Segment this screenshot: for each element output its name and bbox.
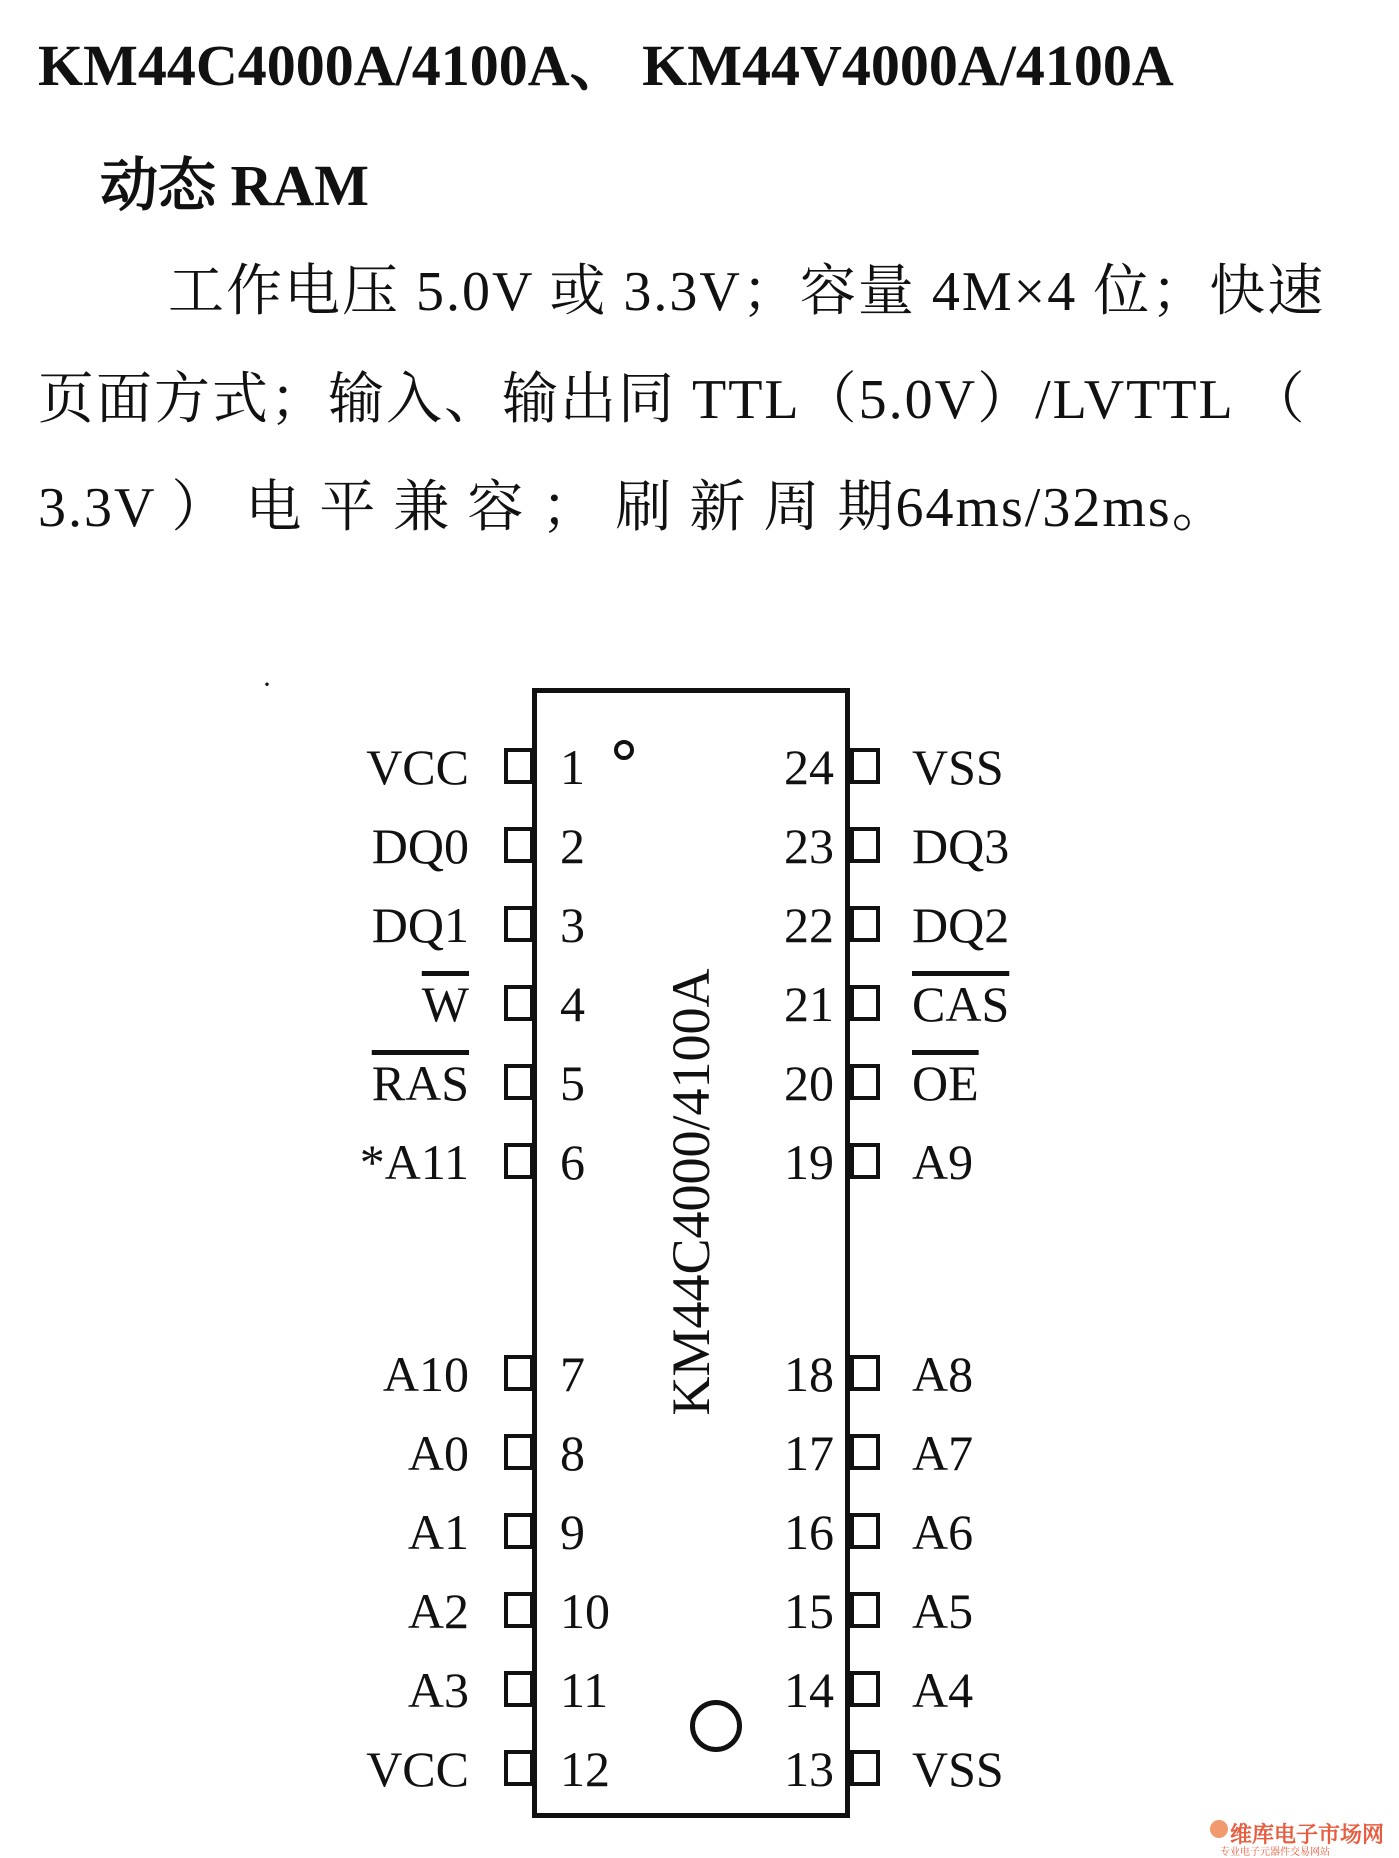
pin-pad (850, 1750, 880, 1786)
pin-number: 1 (560, 739, 585, 795)
pin-signal-name: *A11 (359, 1134, 469, 1190)
pin-number: 16 (784, 1504, 834, 1560)
pin-pad (504, 1513, 534, 1549)
pin-pad (850, 1513, 880, 1549)
description-line: 工作电压 5.0V 或 3.3V；容量 4M×4 位； (168, 261, 1210, 323)
pin-signal-name: VCC (366, 1741, 469, 1797)
pin-signal-name: VCC (366, 739, 469, 795)
pin-number: 19 (784, 1134, 834, 1190)
pin-signal-name: A3 (407, 1662, 469, 1718)
pin-number: 10 (560, 1583, 610, 1639)
pin-pad (504, 1434, 534, 1470)
pin-pad (850, 1355, 880, 1391)
pin-pad (504, 1355, 534, 1391)
watermark-logo (1210, 1818, 1395, 1858)
pin-signal-name: A9 (912, 1134, 974, 1190)
pin-number: 4 (560, 976, 585, 1032)
pin-signal-name: A7 (912, 1425, 974, 1481)
pin-number: 17 (784, 1425, 834, 1481)
pin-pad (850, 748, 880, 784)
pin-pad (504, 748, 534, 784)
pin-pad (504, 1592, 534, 1628)
description-paragraph (38, 238, 1338, 562)
pin-pad (504, 1750, 534, 1786)
pin1-marker-icon (614, 740, 634, 760)
pin-number: 14 (784, 1662, 834, 1718)
pin-number: 3 (560, 897, 585, 953)
pin-pad (504, 1064, 534, 1100)
scan-speck: · (262, 668, 272, 701)
orientation-dot-icon (690, 1700, 742, 1752)
pin-signal-name: VSS (912, 739, 1004, 795)
pin-signal-name: $\overline{W}$ (421, 976, 469, 1032)
watermark-logo-icon (1210, 1820, 1228, 1838)
pin-signal-name: $\overline{CAS}$ (912, 976, 1010, 1032)
pin-number: 9 (560, 1504, 585, 1560)
pin-number: 15 (784, 1583, 834, 1639)
pin-pad (850, 1671, 880, 1707)
pin-pad (850, 1434, 880, 1470)
pin-signal-name: DQ3 (912, 818, 1010, 874)
chip-part-number: KM44C4000/4100A (661, 968, 721, 1416)
pin-signal-name: A8 (912, 1346, 974, 1402)
pin-pad (504, 1671, 534, 1707)
pin-number: 11 (560, 1662, 609, 1718)
pin-pad (504, 1143, 534, 1179)
pin-number: 7 (560, 1346, 585, 1402)
pin-pad (504, 985, 534, 1021)
pin-signal-name: $\overline{OE}$ (912, 1055, 979, 1111)
pin-signal-name: A6 (912, 1504, 974, 1560)
pin-number: 21 (784, 976, 834, 1032)
pin-number: 6 (560, 1134, 585, 1190)
pin-signal-name: A10 (382, 1346, 469, 1402)
description-line: 快速页面方式；输入、输出同 TTL（5.0V） (38, 261, 1326, 431)
pin-signal-name: A5 (912, 1583, 974, 1639)
watermark-title: 维库电子市场网 (1230, 1823, 1385, 1848)
pin-pad (850, 1064, 880, 1100)
pin-signal-name: $\overline{RAS}$ (371, 1055, 469, 1111)
pin-pad (504, 827, 534, 863)
description-line: 64ms/32ms。 (895, 477, 1230, 539)
pin-pad (850, 906, 880, 942)
pin-signal-name: DQ1 (371, 897, 469, 953)
pin-number: 23 (784, 818, 834, 874)
pin-number: 8 (560, 1425, 585, 1481)
pin-signal-name: A1 (407, 1504, 469, 1560)
description-line: /LVTTL （ 3.3V ） 电 平 兼 容 ； 刷 新 周 期 (38, 369, 1307, 539)
pin-signal-name: DQ2 (912, 897, 1010, 953)
pin-number: 22 (784, 897, 834, 953)
pin-pad (504, 906, 534, 942)
pin-signal-name: VSS (912, 1741, 1004, 1797)
pin-number: 12 (560, 1741, 610, 1797)
pin-number: 13 (784, 1741, 834, 1797)
pin-number: 24 (784, 739, 834, 795)
pin-pad (850, 1592, 880, 1628)
pin-number: 18 (784, 1346, 834, 1402)
pin-signal-name: A4 (912, 1662, 974, 1718)
pin-signal-name: A0 (407, 1425, 469, 1481)
watermark-subtitle: 专业电子元器件交易网站 (1220, 1847, 1330, 1858)
pin-pad (850, 827, 880, 863)
document-subtitle: 动态 RAM (100, 153, 370, 218)
pin-number: 2 (560, 818, 585, 874)
pin-signal-name: DQ0 (371, 818, 469, 874)
pin-signal-name: A2 (407, 1583, 469, 1639)
pin-pad (850, 985, 880, 1021)
document-title: KM44C4000A/4100A、 KM44V4000A/4100A (38, 33, 1174, 98)
pin-number: 20 (784, 1055, 834, 1111)
pin-pad (850, 1143, 880, 1179)
pin-number: 5 (560, 1055, 585, 1111)
